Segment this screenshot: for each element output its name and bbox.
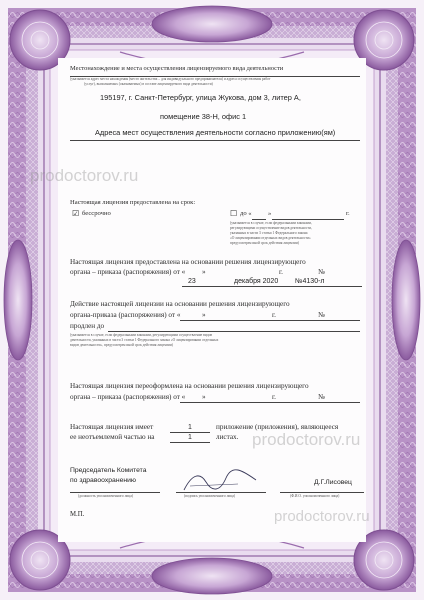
annex-line: ее неотъемлемой частью на: [70, 433, 155, 441]
section-title-location: Местонахождение и места осуществления лицензируемого вида деятельности: [70, 65, 284, 72]
term-label: Настоящая лицензия предоставлена на срок:: [70, 199, 196, 206]
reissue-line: Настоящая лицензия переоформлена на основании решения лицензирующего: [70, 382, 309, 390]
signer-position: Председатель Комитета: [70, 467, 147, 474]
address-line: Адреса мест осуществления деятельности согласно приложению(ям): [95, 128, 336, 137]
term-note: предусмотрен иной срок действия лицензии): [230, 241, 299, 245]
annex-line: листах.: [216, 433, 239, 441]
basis-line: органа – приказа (распоряжения) от «: [70, 268, 186, 276]
term-note: указанных в части 3 статьи 1 Федерального закона: [230, 231, 308, 235]
stamp-place: М.П.: [70, 511, 85, 518]
annex-count: 1: [188, 434, 192, 441]
extension-note: видов деятельности», предусмотрен иной срок действия лицензии): [70, 343, 173, 347]
blank-line: [272, 219, 344, 220]
blank-line: [170, 442, 210, 443]
basis-year: г.: [279, 268, 283, 276]
signature-mark: [180, 468, 260, 494]
watermark: prodoctorov.ru: [274, 508, 370, 525]
signature-line: [176, 492, 266, 493]
extension-note: деятельности, указанных в части 3 статьи 1 Федерального закона «О лицензировании отдельных: [70, 338, 219, 342]
reissue-quote: »: [202, 393, 206, 401]
annex-line: Настоящая лицензия имеет: [70, 423, 154, 431]
reissue-num-label: №: [318, 393, 325, 401]
signature-line: [280, 492, 364, 493]
blank-line: [252, 219, 266, 220]
term-note: регулирующими осуществление видов деятельности,: [230, 226, 312, 230]
watermark: prodoctorov.ru: [30, 166, 139, 185]
indefinite-label: бессрочно: [82, 210, 111, 217]
basis-quote: »: [202, 268, 206, 276]
extension-line: продлен до: [70, 322, 105, 330]
signature-line: [70, 492, 160, 493]
reissue-line: органа – приказа (распоряжения) от «: [70, 393, 186, 401]
until-year: г.: [346, 210, 350, 217]
watermark: prodoctorov.ru: [252, 430, 361, 449]
extension-note: (указывается в случае, если федеральными законами, регулирующими осуществление видов: [70, 333, 213, 337]
blank-line: [180, 320, 360, 321]
signer-name: Д.Г.Лисовец: [314, 479, 352, 486]
until-label: до «: [240, 210, 252, 217]
position-caption: (должность уполномоченного лица): [78, 494, 134, 498]
extension-line: Действие настоящей лицензии на основании решения лицензирующего: [70, 300, 290, 308]
basis-number: №4130-л: [295, 278, 325, 285]
term-note: (указывается в случае, если федеральными законами,: [230, 221, 312, 225]
until-checkbox[interactable]: ☐: [230, 209, 238, 218]
sign-caption: (подпись уполномоченного лица): [184, 494, 236, 498]
until-quote: »: [268, 210, 272, 217]
blank-line: [180, 402, 360, 403]
address-line: помещение 38-Н, офис 1: [160, 112, 247, 121]
basis-num-label: №: [318, 268, 325, 276]
basis-line: Настоящая лицензия предоставлена на основании решения лицензирующего: [70, 258, 306, 266]
name-caption: (Ф.И.О. уполномоченного лица): [290, 494, 340, 498]
divider: [70, 140, 360, 141]
signer-position: по здравоохранению: [70, 477, 137, 484]
blank-line: [170, 432, 210, 433]
reissue-year: г.: [272, 393, 276, 401]
extension-num-label: №: [318, 311, 325, 319]
annex-count: 1: [188, 424, 192, 431]
basis-day: 23: [188, 278, 196, 285]
extension-line: органа-приказа (распоряжения) от «: [70, 311, 181, 319]
address-line: 195197, г. Санкт-Петербург, улица Жукова, дом 3, литер А,: [100, 93, 301, 102]
annex-line: приложение (приложения), являющееся: [216, 423, 339, 431]
term-note: «О лицензировании отдельных видов деятельности»: [230, 236, 311, 240]
field-note: (услуг), выполняемых (оказываемых) в составе лицензируемого вида деятельности): [84, 82, 213, 86]
extension-year: г.: [272, 311, 276, 319]
extension-quote: »: [202, 311, 206, 319]
basis-date: декабря 2020: [234, 278, 279, 285]
field-note: (указывается адрес места нахождения (место жительства – для индивидуального предпринимателя) и адреса осуществления работ: [70, 77, 271, 81]
blank-line: [108, 331, 360, 332]
blank-line: [182, 286, 362, 287]
indefinite-checkbox[interactable]: ☑: [72, 209, 80, 218]
